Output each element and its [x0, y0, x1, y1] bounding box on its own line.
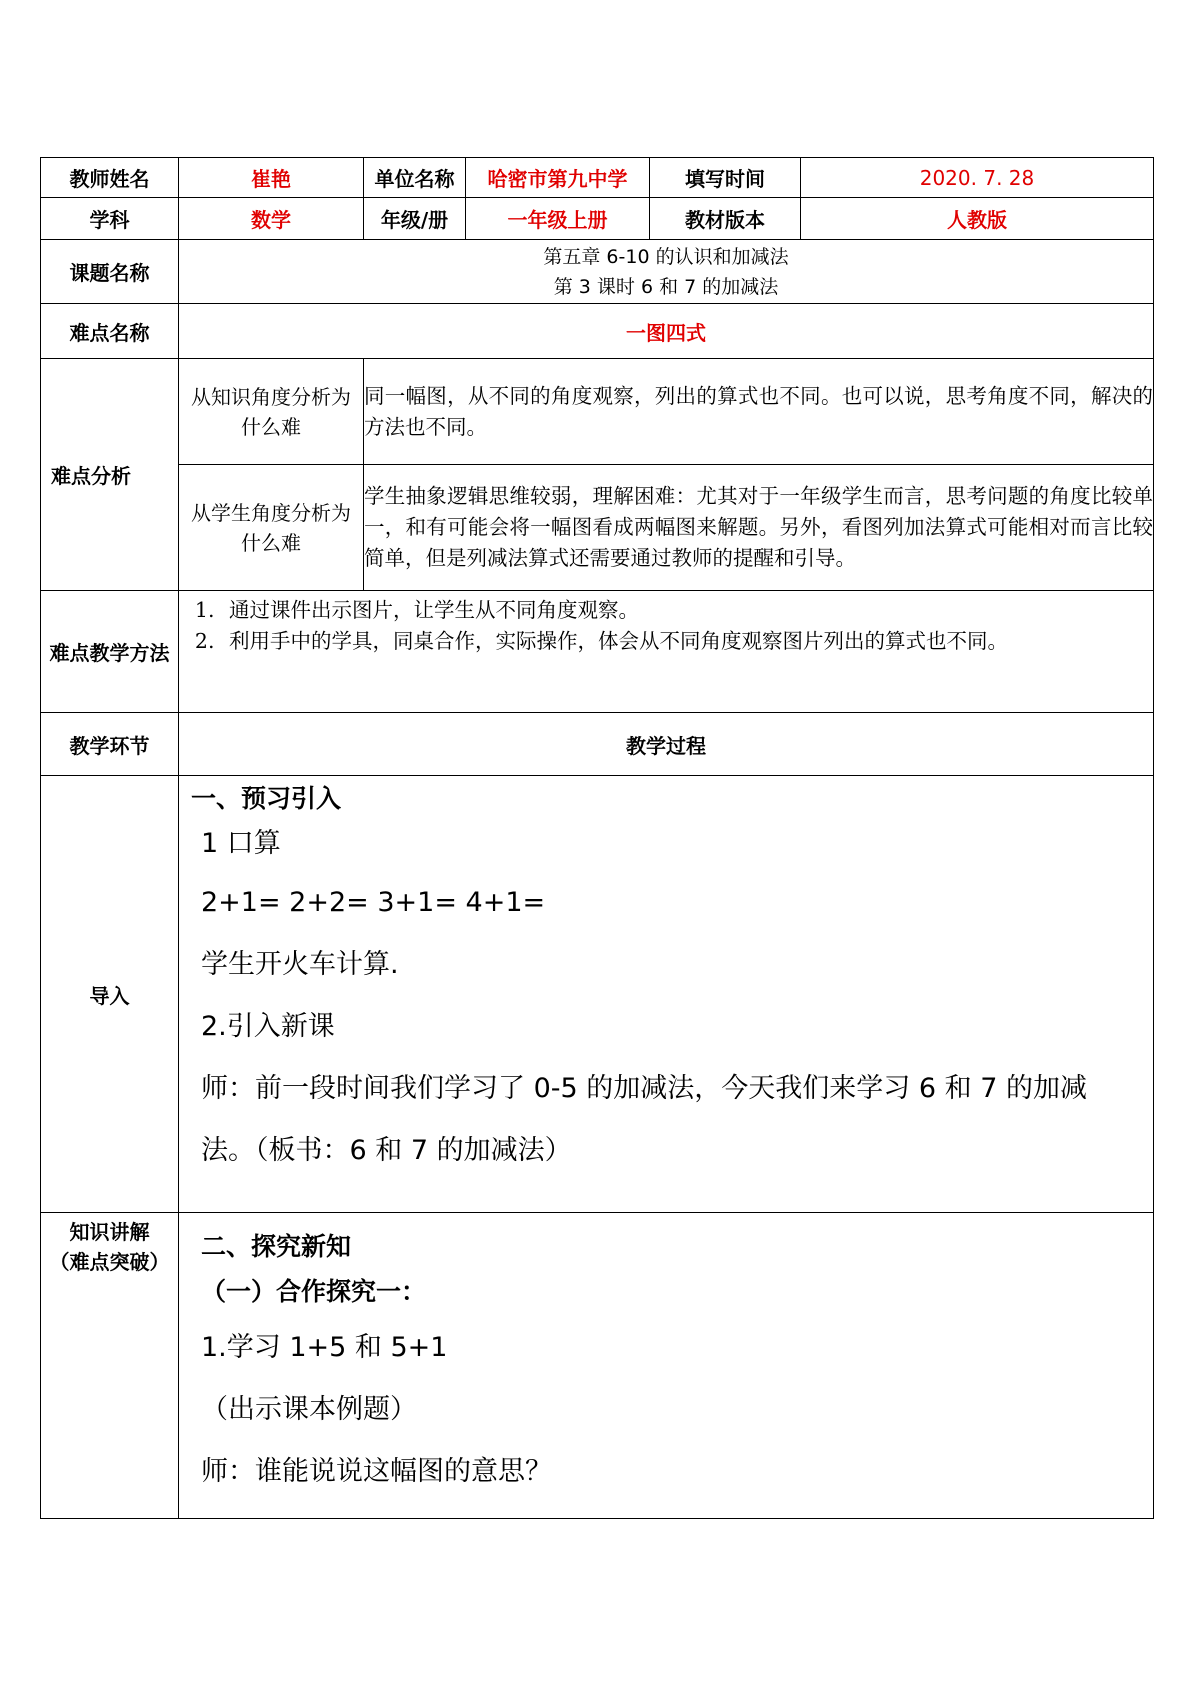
difficulty-value: 一图四式 [179, 304, 1154, 359]
methods-label: 难点教学方法 [41, 591, 179, 713]
intro-line-4: 2.引入新课 [201, 1011, 335, 1042]
intro-row [41, 776, 1154, 1213]
date-label: 填写时间 [650, 158, 801, 198]
topic-line-2: 第 3 课时 6 和 7 的加减法 [553, 275, 779, 298]
analysis-row-knowledge [41, 359, 1154, 465]
subject-label: 学科 [41, 198, 179, 240]
knowledge-line-3: 师：谁能说说这幅图的意思？ [201, 1456, 552, 1487]
topic-label: 课题名称 [41, 240, 179, 304]
analysis-label: 难点分析 [41, 359, 179, 591]
method-item: 1. 通过课件出示图片，让学生从不同角度观察。 [221, 595, 1143, 626]
topic-line-1: 第五章 6-10 的认识和加减法 [543, 245, 789, 268]
methods-value [179, 591, 1154, 713]
header-row-2 [41, 198, 1154, 240]
knowledge-content [179, 1213, 1154, 1519]
student-angle-text: 学生抽象逻辑思维较弱，理解困难：尤其对于一年级学生而言，思考问题的角度比较单一，和有可能会将一幅图看成两幅图来解题。另外，看图列加法算式可能相对而言比较简单，但是列减法算式还需要通过教师的提醒和引导。 [364, 465, 1154, 591]
knowledge-label-1: 知识讲解 [69, 1220, 150, 1244]
intro-line-1: 1 口算 [201, 828, 281, 859]
process-label: 教学过程 [179, 713, 1154, 776]
subject-value: 数学 [179, 198, 364, 240]
analysis-row-student [41, 465, 1154, 591]
date-value: 2020. 7. 28 [801, 158, 1154, 198]
methods-list [179, 591, 1153, 661]
knowledge-angle-text: 同一幅图，从不同的角度观察，列出的算式也不同。也可以说，思考角度不同，解决的方法也不同。 [364, 359, 1154, 465]
header-row-1 [41, 158, 1154, 198]
unit-label: 单位名称 [364, 158, 466, 198]
methods-row [41, 591, 1154, 713]
unit-value: 哈密市第九中学 [466, 158, 650, 198]
knowledge-line-2: （出示课本例题） [201, 1394, 417, 1425]
grade-value: 一年级上册 [466, 198, 650, 240]
knowledge-subtitle: （一）合作探究一： [201, 1277, 427, 1306]
difficulty-row [41, 304, 1154, 359]
intro-line-3: 学生开火车计算. [201, 949, 399, 980]
intro-line-2: 2+1= 2+2= 3+1= 4+1= [201, 887, 546, 918]
teacher-label: 教师姓名 [41, 158, 179, 198]
topic-row [41, 240, 1154, 304]
difficulty-label: 难点名称 [41, 304, 179, 359]
knowledge-angle-label: 从知识角度分析为什么难 [179, 359, 364, 465]
student-angle-label: 从学生角度分析为什么难 [179, 465, 364, 591]
intro-line-5: 师：前一段时间我们学习了 0-5 的加减法，今天我们来学习 6 和 7 的加减法。（板书：6 和 7 的加减法） [201, 1073, 1087, 1166]
stage-label: 教学环节 [41, 713, 179, 776]
knowledge-label [41, 1213, 179, 1519]
topic-value [179, 240, 1154, 304]
intro-title: 一、预习引入 [191, 784, 342, 813]
intro-content [179, 776, 1154, 1213]
edition-label: 教材版本 [650, 198, 801, 240]
lesson-plan-table [40, 157, 1154, 1519]
edition-value: 人教版 [801, 198, 1154, 240]
method-item: 2. 利用手中的学具，同桌合作，实际操作，体会从不同角度观察图片列出的算式也不同。 [221, 626, 1143, 657]
knowledge-title: 二、探究新知 [201, 1232, 352, 1261]
process-header-row [41, 713, 1154, 776]
grade-label: 年级/册 [364, 198, 466, 240]
knowledge-label-2: （难点突破） [49, 1250, 170, 1274]
knowledge-line-1: 1.学习 1+5 和 5+1 [201, 1332, 448, 1363]
teacher-value: 崔艳 [179, 158, 364, 198]
intro-label: 导入 [41, 776, 179, 1213]
knowledge-row [41, 1213, 1154, 1519]
